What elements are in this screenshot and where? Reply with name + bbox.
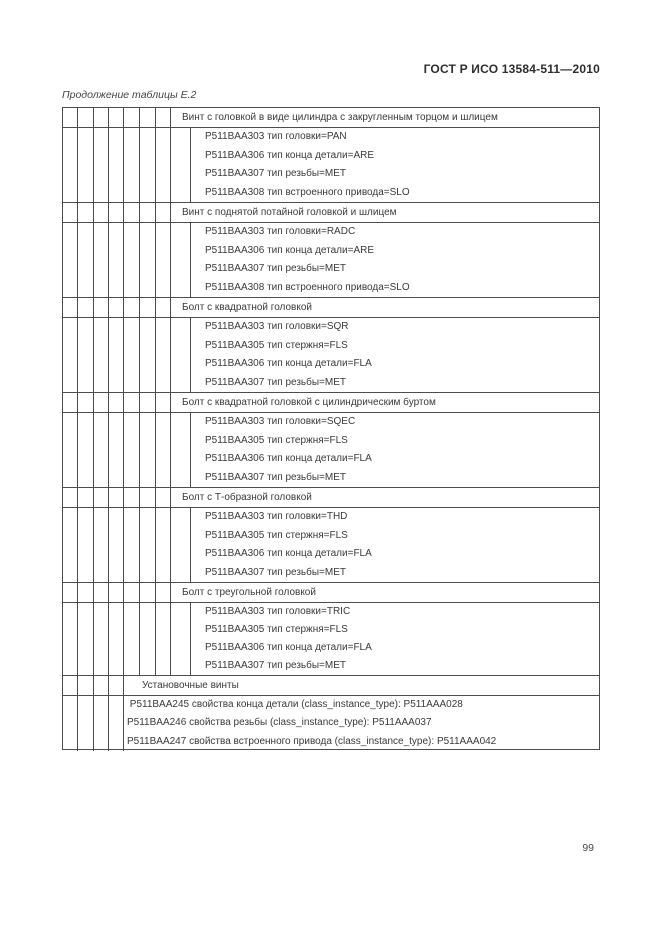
hierarchy-cell (140, 393, 156, 412)
class-name: Болт с Т-образной головкой (182, 492, 312, 503)
doc-header: ГОСТ Р ИСО 13584-511—2010 (423, 62, 600, 76)
hierarchy-cell (94, 488, 109, 507)
hierarchy-cell (109, 128, 124, 202)
hierarchy-cell (109, 298, 124, 317)
hierarchy-cell (156, 508, 171, 582)
hierarchy-cell (109, 508, 124, 582)
group-header-row (63, 298, 599, 318)
hierarchy-cell (124, 583, 140, 602)
hierarchy-cell (156, 488, 171, 507)
group-header-row (63, 583, 599, 603)
property-line: P511BAA306 тип конца детали=ARE (205, 244, 374, 256)
hierarchy-cell (124, 508, 140, 582)
hierarchy-cell (171, 413, 191, 487)
property-line: P511BAA307 тип резьбы=MET (205, 168, 347, 180)
property-list (191, 413, 599, 487)
hierarchy-cell (94, 413, 109, 487)
hierarchy-cell (94, 583, 109, 602)
hierarchy-cell (94, 203, 109, 222)
group-header-row (63, 393, 599, 413)
property-line: P511BAA303 тип головки=TRIC (205, 606, 351, 617)
hierarchy-cell (78, 128, 94, 202)
hierarchy-cell (156, 298, 171, 317)
hierarchy-cell (171, 508, 191, 582)
hierarchy-cell (171, 603, 191, 675)
hierarchy-cell (140, 108, 156, 127)
property-list (191, 128, 599, 202)
hierarchy-cell (63, 583, 78, 602)
hierarchy-cell (140, 413, 156, 487)
property-list (191, 318, 599, 392)
hierarchy-cell (109, 676, 124, 695)
class-name: Болт с треугольной головкой (182, 587, 316, 598)
hierarchy-cell (140, 318, 156, 392)
hierarchy-cell (171, 128, 191, 202)
property-line: P511BAA306 тип конца детали=FLA (205, 642, 372, 653)
property-line: P511BAA245 свойства конца детали (class_instance_type): P511AAA028 (127, 699, 463, 711)
hierarchy-cell (78, 676, 94, 695)
property-line: P511BAA247 свойства встроенного привода (class_instance_type): P511AAA042 (127, 735, 497, 747)
hierarchy-cell (78, 603, 94, 675)
hierarchy-cell (140, 223, 156, 297)
property-line: P511BAA306 тип конца детали=FLA (205, 358, 372, 370)
property-line: P511BAA306 тип конца детали=FLA (205, 453, 372, 465)
hierarchy-cell (109, 108, 124, 127)
group-props-row (63, 223, 599, 298)
property-line: P511BAA303 тип головки=SQEC (205, 416, 356, 428)
property-line: P511BAA306 тип конца детали=FLA (205, 548, 372, 560)
hierarchy-cell (78, 583, 94, 602)
property-list (191, 603, 599, 675)
hierarchy-cell (140, 203, 156, 222)
hierarchy-cell (140, 128, 156, 202)
group-header-row (63, 488, 599, 508)
hierarchy-cell (78, 508, 94, 582)
group-props-row (63, 508, 599, 583)
class-name: Винт с поднятой потайной головкой и шлицем (182, 207, 397, 218)
hierarchy-cell (78, 223, 94, 297)
hierarchy-cell (63, 413, 78, 487)
group-props-row (63, 318, 599, 393)
hierarchy-cell (124, 413, 140, 487)
hierarchy-cell (63, 393, 78, 412)
hierarchy-cell (78, 108, 94, 127)
hierarchy-cell (124, 393, 140, 412)
hierarchy-cell (140, 583, 156, 602)
hierarchy-cell (78, 318, 94, 392)
hierarchy-cell (156, 108, 171, 127)
hierarchy-cell (78, 203, 94, 222)
hierarchy-cell (94, 676, 109, 695)
set-screws-row (63, 676, 599, 696)
property-line: P511BAA303 тип головки=SQR (205, 321, 349, 333)
property-line: P511BAA305 тип стержня=FLS (205, 624, 348, 635)
group-props-row (63, 603, 599, 676)
property-line: P511BAA308 тип встроенного привода=SLO (205, 281, 410, 293)
hierarchy-cell (109, 393, 124, 412)
hierarchy-cell (109, 203, 124, 222)
hierarchy-cell (124, 203, 140, 222)
property-line: P511BAA307 тип резьбы=MET (205, 263, 347, 275)
hierarchy-cell (124, 298, 140, 317)
property-line: P511BAA305 тип стержня=FLS (205, 339, 348, 351)
hierarchy-cell (63, 203, 78, 222)
hierarchy-cell (78, 393, 94, 412)
property-line: P511BAA307 тип резьбы=MET (205, 566, 347, 578)
footer-props-row (63, 696, 599, 751)
property-line: P511BAA246 свойства резьбы (class_instance_type): P511AAA037 (127, 717, 432, 729)
hierarchy-cell (124, 108, 140, 127)
hierarchy-cell (156, 583, 171, 602)
hierarchy-cell (109, 583, 124, 602)
property-line: P511BAA303 тип головки=THD (205, 511, 348, 523)
hierarchy-cell (124, 488, 140, 507)
hierarchy-cell (124, 223, 140, 297)
hierarchy-cell (94, 108, 109, 127)
hierarchy-cell (171, 318, 191, 392)
hierarchy-cell (156, 413, 171, 487)
hierarchy-cell (63, 128, 78, 202)
hierarchy-cell (156, 128, 171, 202)
property-list (191, 223, 599, 297)
hierarchy-cell (109, 488, 124, 507)
group-props-row (63, 128, 599, 203)
hierarchy-cell (63, 508, 78, 582)
hierarchy-cell (156, 393, 171, 412)
hierarchy-cell (63, 318, 78, 392)
class-name: Установочные винты (142, 680, 239, 691)
hierarchy-cell (63, 298, 78, 317)
hierarchy-cell (109, 603, 124, 675)
hierarchy-cell (78, 696, 94, 751)
hierarchy-cell (94, 298, 109, 317)
group-header-row (63, 203, 599, 223)
hierarchy-cell (94, 696, 109, 751)
hierarchy-cell (109, 413, 124, 487)
hierarchy-cell (140, 488, 156, 507)
page-number: 99 (582, 842, 594, 854)
class-name: Болт с квадратной головкой (182, 302, 313, 313)
property-line: P511BAA305 тип стержня=FLS (205, 529, 348, 541)
hierarchy-cell (94, 128, 109, 202)
property-line: P511BAA308 тип встроенного привода=SLO (205, 186, 410, 198)
hierarchy-cell (156, 603, 171, 675)
hierarchy-cell (109, 696, 124, 751)
property-list (191, 508, 599, 582)
hierarchy-cell (140, 298, 156, 317)
property-line: P511BAA307 тип резьбы=MET (205, 660, 347, 671)
hierarchy-cell (94, 393, 109, 412)
hierarchy-cell (94, 508, 109, 582)
group-props-row (63, 413, 599, 488)
hierarchy-cell (124, 603, 140, 675)
hierarchy-cell (63, 223, 78, 297)
hierarchy-cell (109, 223, 124, 297)
group-header-row (63, 108, 599, 128)
class-name: Винт с головкой в виде цилиндра с закругленным торцом и шлицем (182, 112, 498, 123)
hierarchy-cell (78, 298, 94, 317)
classification-table (62, 107, 600, 750)
table-caption: Продолжение таблицы Е.2 (62, 89, 197, 101)
hierarchy-cell (78, 488, 94, 507)
hierarchy-cell (63, 676, 78, 695)
property-line: P511BAA305 тип стержня=FLS (205, 434, 348, 446)
property-line: P511BAA303 тип головки=RADC (205, 226, 356, 238)
hierarchy-cell (156, 203, 171, 222)
hierarchy-cell (109, 318, 124, 392)
hierarchy-cell (78, 413, 94, 487)
property-line: P511BAA306 тип конца детали=ARE (205, 149, 374, 161)
hierarchy-cell (124, 128, 140, 202)
hierarchy-cell (63, 603, 78, 675)
property-line: P511BAA307 тип резьбы=MET (205, 376, 347, 388)
hierarchy-cell (94, 603, 109, 675)
property-list (124, 696, 599, 751)
hierarchy-cell (171, 223, 191, 297)
hierarchy-cell (140, 508, 156, 582)
hierarchy-cell (140, 603, 156, 675)
hierarchy-cell (63, 696, 78, 751)
hierarchy-cell (63, 488, 78, 507)
hierarchy-cell (156, 318, 171, 392)
property-line: P511BAA303 тип головки=PAN (205, 131, 347, 143)
hierarchy-cell (94, 223, 109, 297)
hierarchy-cell (63, 108, 78, 127)
hierarchy-cell (94, 318, 109, 392)
hierarchy-cell (124, 318, 140, 392)
class-name: Болт с квадратной головкой с цилиндрическим буртом (182, 397, 436, 408)
hierarchy-cell (156, 223, 171, 297)
property-line: P511BAA307 тип резьбы=MET (205, 471, 347, 483)
